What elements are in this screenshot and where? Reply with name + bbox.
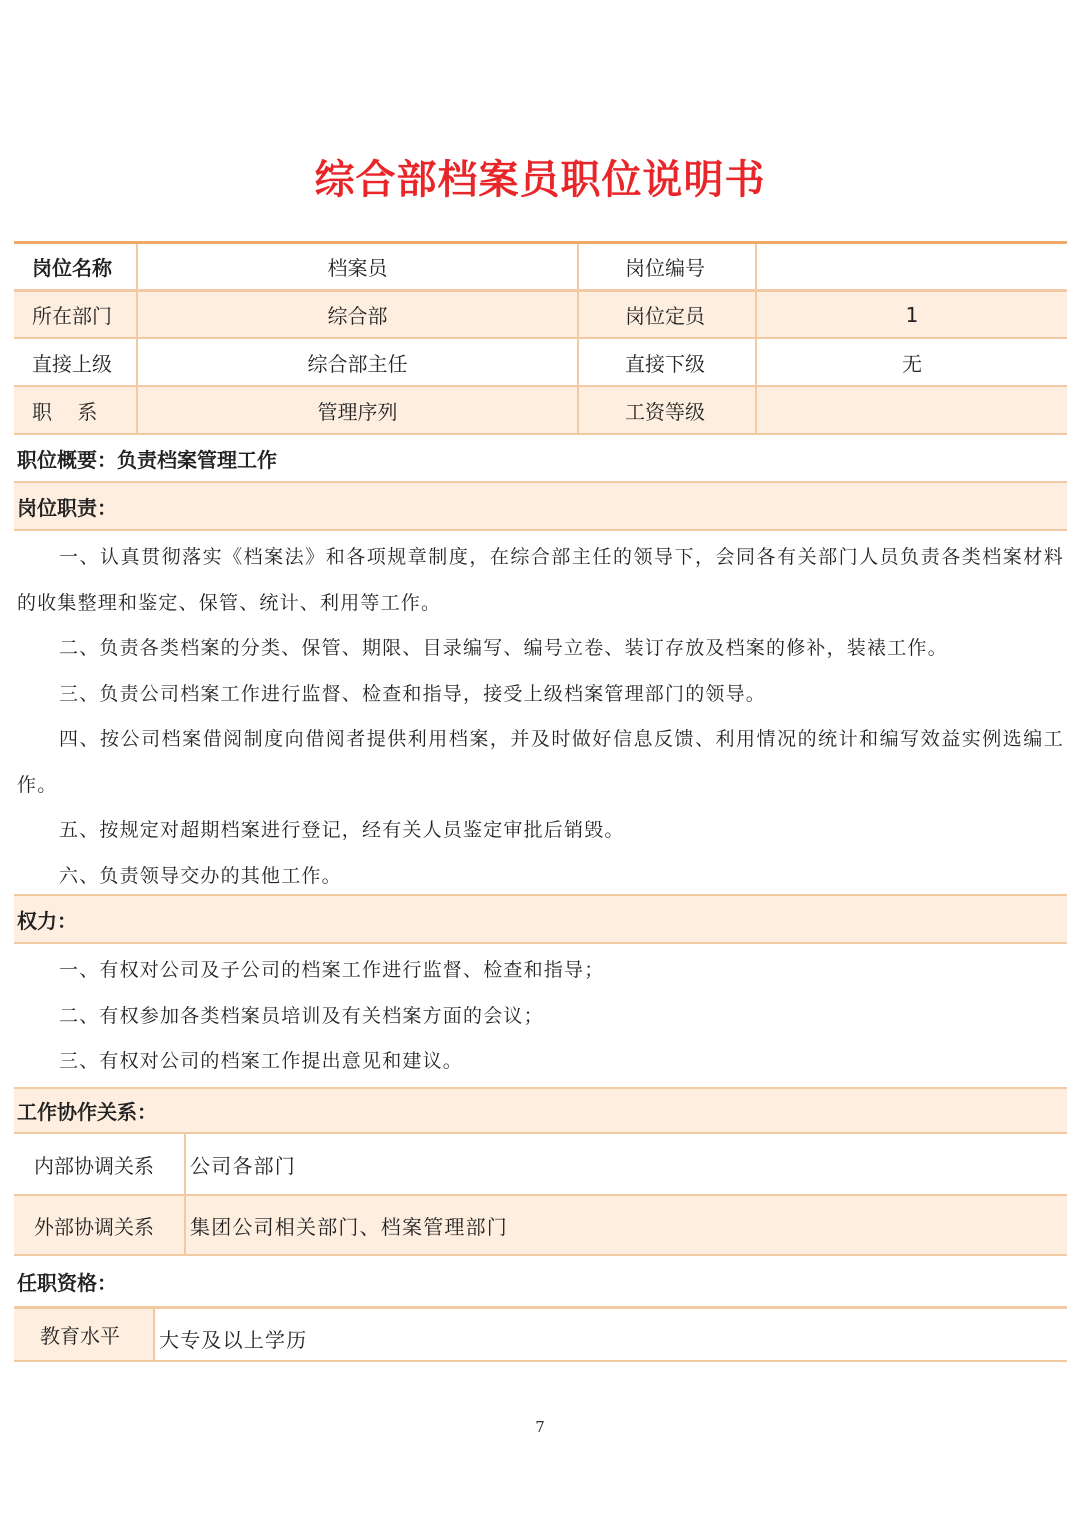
power-item: 一、有权对公司及子公司的档案工作进行监督、检查和指导； (59, 959, 605, 981)
value-salary-grade (757, 387, 1067, 433)
value-internal-cooperation: 公司各部门 (190, 1153, 296, 1178)
job-description-table (14, 241, 1067, 1362)
qualification-heading: 任职资格： (14, 1256, 1067, 1308)
label-external-cooperation: 外部协调关系 (14, 1196, 186, 1254)
education-row (14, 1308, 1067, 1362)
power-item: 三、有权对公司的档案工作提出意见和建议。 (59, 1050, 464, 1072)
duty-item: 五、按规定对超期档案进行登记，经有关人员鉴定审批后销毁。 (59, 819, 625, 841)
power-item: 二、有权参加各类档案员培训及有关档案方面的会议； (59, 1004, 544, 1027)
label-job-family: 职 系 (14, 387, 138, 433)
label-supervisor: 直接上级 (14, 339, 138, 385)
powers-heading: 权力： (14, 896, 1067, 944)
label-salary-grade: 工资等级 (579, 387, 757, 433)
external-cooperation-row (14, 1196, 1067, 1256)
duty-item: 六、负责领导交办的其他工作。 (59, 864, 342, 887)
info-row-supervisor (14, 339, 1067, 387)
duty-item: 二、负责各类档案的分类、保管、期限、目录编写、编号立卷、装订存放及档案的修补，装裱工作。 (59, 637, 948, 659)
label-department: 所在部门 (14, 292, 138, 337)
value-subordinate: 无 (902, 351, 922, 376)
info-row-position-name (14, 241, 1067, 291)
duty-item: 一、认真贯彻落实《档案法》和各项规章制度，在综合部主任的领导下，会同各有关部门人员负责各类档案材料的收集整理和鉴定、保管、统计、利用等工作。 (17, 546, 1064, 614)
duty-item: 四、按公司档案借阅制度向借阅者提供利用档案，并及时做好信息反馈、利用情况的统计和编写效益实例选编工作。 (17, 728, 1064, 796)
value-department: 综合部 (138, 292, 579, 337)
value-position-name: 档案员 (138, 244, 579, 289)
value-education: 大专及以上学历 (155, 1309, 1067, 1360)
duties-heading: 岗位职责： (14, 483, 1067, 531)
powers-list (14, 944, 1067, 1089)
info-row-department (14, 291, 1067, 339)
info-row-job-family (14, 387, 1067, 435)
duty-item: 三、负责公司档案工作进行监督、检查和指导，接受上级档案管理部门的领导。 (59, 682, 767, 705)
document-title: 综合部档案员职位说明书 (314, 157, 766, 203)
page-number: 7 (535, 1418, 545, 1436)
label-education: 教育水平 (14, 1309, 155, 1360)
label-position-name: 岗位名称 (14, 244, 138, 289)
label-internal-cooperation: 内部协调关系 (14, 1134, 186, 1194)
label-position-code: 岗位编号 (579, 244, 757, 289)
value-job-family: 管理序列 (138, 387, 579, 433)
value-supervisor: 综合部主任 (138, 339, 579, 385)
value-external-cooperation: 集团公司相关部门、档案管理部门 (190, 1214, 508, 1239)
value-headcount: 1 (905, 302, 919, 327)
label-subordinate: 直接下级 (579, 339, 757, 385)
label-headcount: 岗位定员 (579, 292, 757, 337)
cooperation-heading: 工作协作关系： (14, 1089, 1067, 1134)
duties-list (14, 531, 1067, 896)
value-position-code (757, 244, 1067, 289)
internal-cooperation-row (14, 1134, 1067, 1196)
job-summary: 职位概要：负责档案管理工作 (14, 435, 1067, 483)
